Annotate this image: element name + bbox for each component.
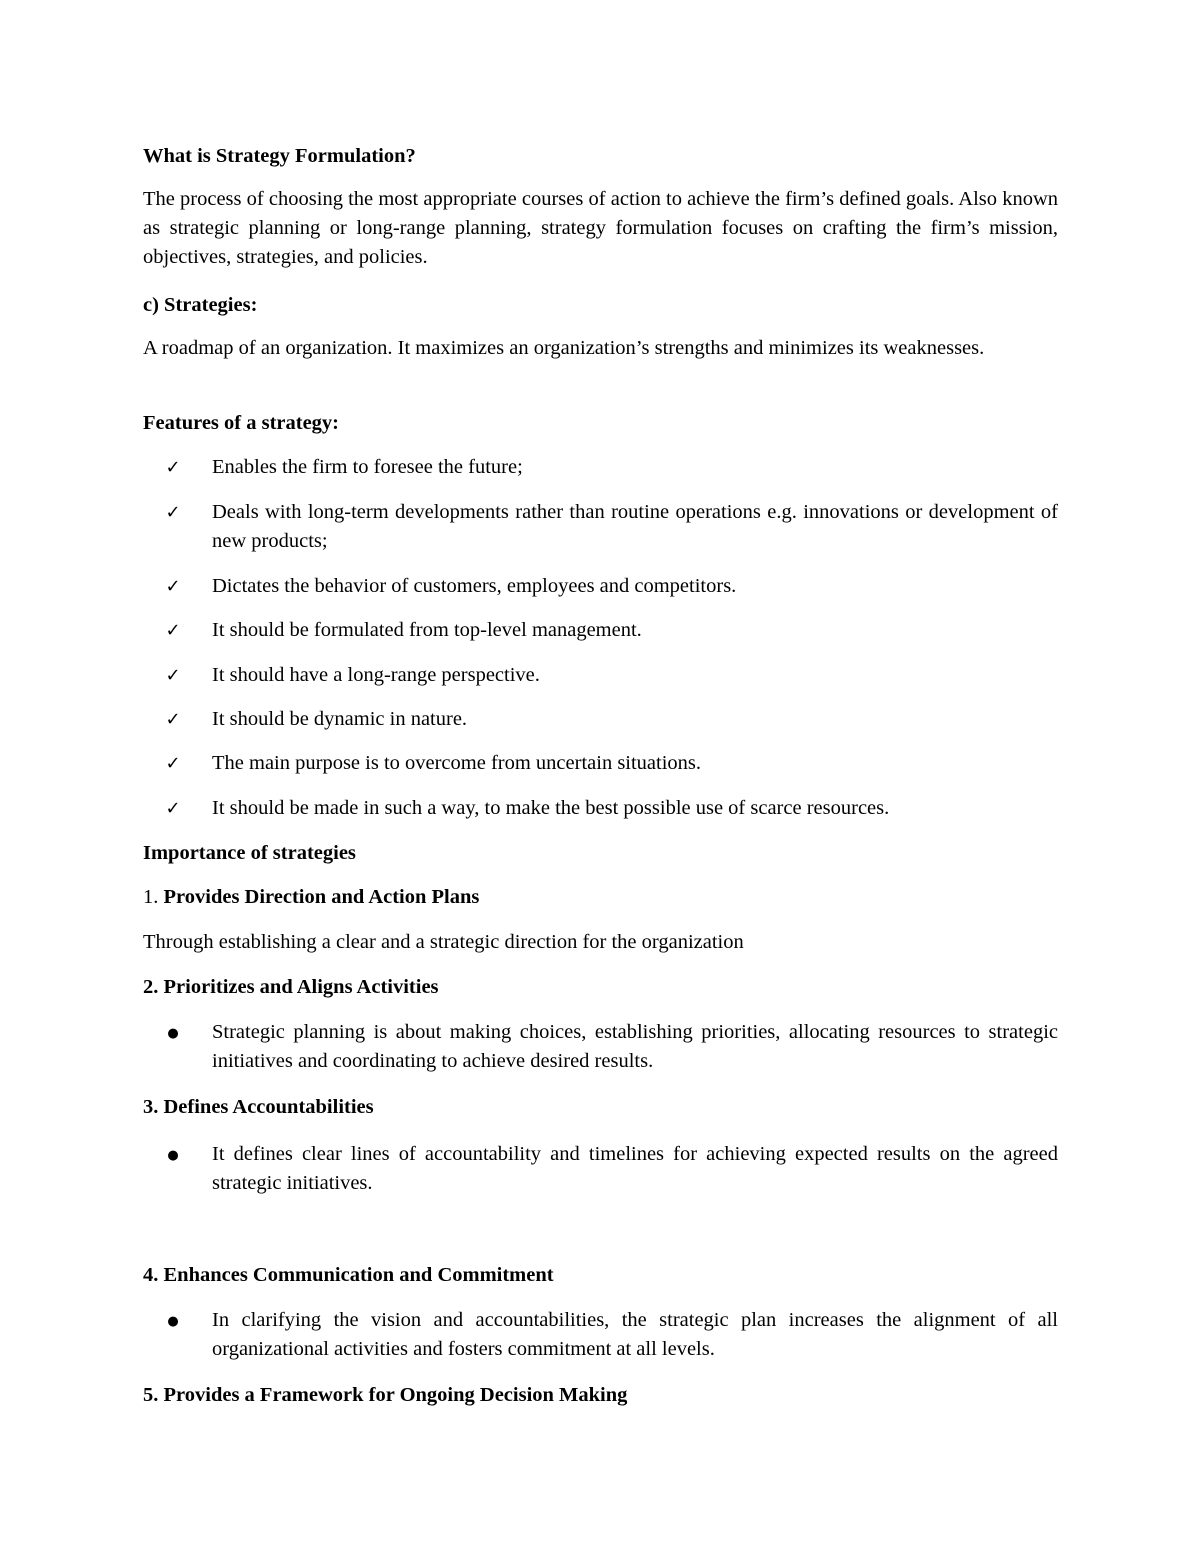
importance-heading-1	[143, 883, 1058, 912]
feature-item	[143, 453, 1058, 482]
importance-heading-2	[143, 973, 1058, 1002]
feature-text: Enables the firm to foresee the future;	[212, 456, 523, 478]
bullet-text: Strategic planning is about making choices, establishing priorities, allocating resources to strategic initiatives and coordinating to achieve desired results.	[212, 1021, 1058, 1072]
importance-number: 3.	[143, 1096, 159, 1118]
importance-title: Defines Accountabilities	[163, 1096, 374, 1118]
features-heading: Features of a strategy:	[143, 412, 340, 434]
page-heading: What is Strategy Formulation?	[143, 145, 416, 167]
feature-item	[143, 749, 1058, 778]
strategies-paragraph: A roadmap of an organization. It maximizes an organization’s strengths and minimizes its weaknesses.	[143, 337, 985, 359]
feature-text: It should be made in such a way, to make the best possible use of scarce resources.	[212, 797, 890, 819]
feature-item	[143, 616, 1058, 645]
strategies-heading: c) Strategies:	[143, 294, 258, 316]
importance-text: Through establishing a clear and a strategic direction for the organization	[143, 931, 744, 953]
importance-number: 2.	[143, 976, 159, 998]
feature-item	[143, 661, 1058, 690]
importance-title: Provides a Framework for Ongoing Decision Making	[163, 1384, 628, 1406]
checkmark-icon: ✓	[165, 798, 181, 819]
importance-number: 1.	[143, 886, 159, 908]
feature-text: The main purpose is to overcome from uncertain situations.	[212, 752, 702, 774]
bullet-icon: ●	[167, 1148, 179, 1163]
checkmark-icon: ✓	[165, 502, 181, 523]
feature-text: Deals with long-term developments rather than routine operations e.g. innovations or development of new products;	[212, 501, 1058, 552]
bullet-icon: ●	[167, 1026, 179, 1041]
importance-bullet	[143, 1306, 1058, 1364]
checkmark-icon: ✓	[165, 665, 181, 686]
checkmark-icon: ✓	[165, 457, 181, 478]
feature-text: It should have a long-range perspective.	[212, 664, 540, 686]
importance-title: Prioritizes and Aligns Activities	[163, 976, 439, 998]
feature-text: It should be formulated from top-level management.	[212, 619, 642, 641]
checkmark-icon: ✓	[165, 576, 181, 597]
importance-heading: Importance of strategies	[143, 842, 356, 864]
feature-item	[143, 705, 1058, 734]
bullet-icon: ●	[167, 1314, 179, 1329]
bullet-text: It defines clear lines of accountability and timelines for achieving expected results on the agreed strategic initiatives.	[212, 1143, 1058, 1194]
importance-heading-3	[143, 1093, 1058, 1122]
importance-number: 4.	[143, 1264, 159, 1286]
importance-title: Enhances Communication and Commitment	[163, 1264, 554, 1286]
importance-heading-4	[143, 1261, 1058, 1290]
importance-number: 5.	[143, 1384, 159, 1406]
importance-title: Provides Direction and Action Plans	[163, 886, 480, 908]
feature-item	[143, 498, 1058, 556]
importance-bullet	[143, 1018, 1058, 1076]
feature-item	[143, 572, 1058, 601]
bullet-text: In clarifying the vision and accountabilities, the strategic plan increases the alignment of all organizational activities and fosters commitment at all levels.	[212, 1309, 1058, 1360]
feature-text: Dictates the behavior of customers, employees and competitors.	[212, 575, 737, 597]
importance-bullet	[143, 1140, 1058, 1198]
checkmark-icon: ✓	[165, 709, 181, 730]
feature-item	[143, 794, 1058, 823]
intro-paragraph: The process of choosing the most appropriate courses of action to achieve the firm’s defined goals. Also known as strategic planning or long-range planning, strategy formulation focuses on crafting the firm’s mission, objectives, strategies, and policies.	[143, 188, 1058, 268]
importance-heading-5	[143, 1381, 1058, 1410]
checkmark-icon: ✓	[165, 753, 181, 774]
feature-text: It should be dynamic in nature.	[212, 708, 468, 730]
checkmark-icon: ✓	[165, 620, 181, 641]
